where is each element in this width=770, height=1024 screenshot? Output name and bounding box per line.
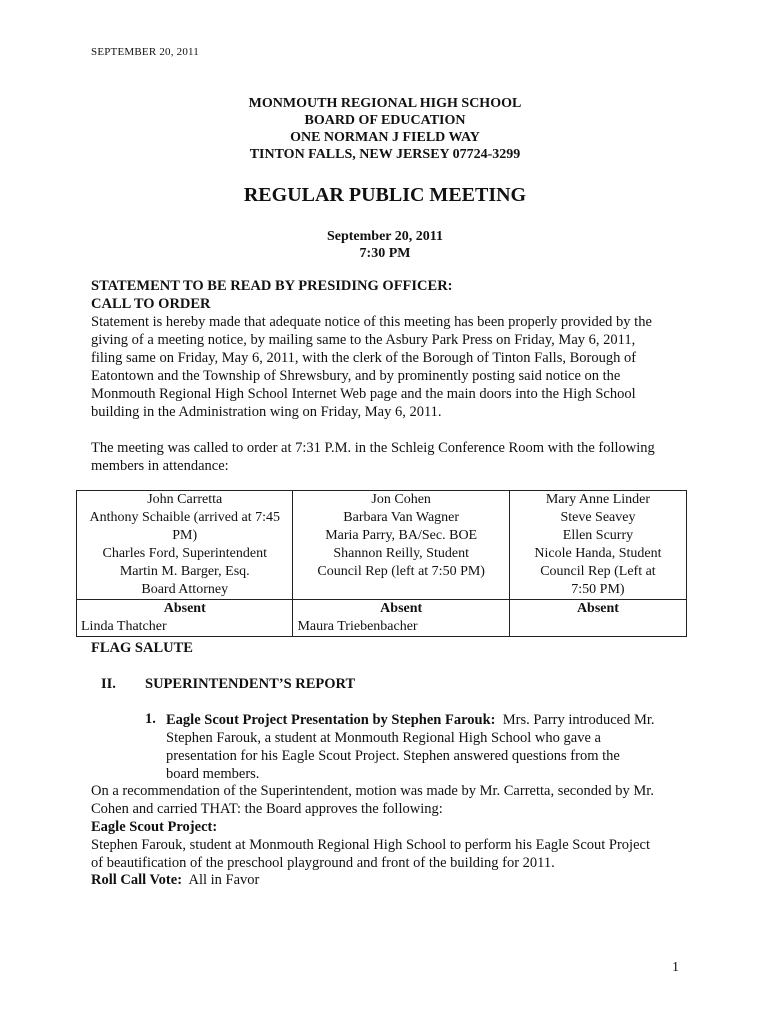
absent-member: Linda Thatcher	[77, 618, 293, 637]
section-number: II.	[101, 676, 116, 692]
absent-member	[509, 618, 686, 637]
member-name: Council Rep (Left at	[540, 564, 656, 579]
present-cell-col2	[293, 491, 509, 600]
statement-line: Monmouth Regional High School Internet Web page and the main doors into the High School	[91, 386, 636, 402]
item-first-line	[166, 711, 681, 729]
member-name: Ellen Scurry	[562, 528, 634, 543]
member-name: John Carretta	[147, 492, 223, 507]
present-cell-col3	[509, 491, 686, 600]
statement-line: filing same on Friday, May 6, 2011, with the clerk of the Borough of Tinton Falls, Borough of	[91, 350, 637, 366]
member-name: Shannon Reilly, Student	[333, 546, 469, 561]
statement-line: building in the Administration wing on Friday, May 6, 2011.	[91, 404, 442, 420]
city-address: TINTON FALLS, NEW JERSEY 07724-3299	[249, 147, 521, 162]
eagle-project-line: Stephen Farouk, student at Monmouth Regional High School to perform his Eagle Scout Project	[91, 837, 650, 853]
member-name: Steve Seavey	[560, 510, 636, 525]
statement-line: Statement is hereby made that adequate notice of this meeting has been properly provided by the	[91, 314, 652, 330]
eagle-project-line: of beautification of the preschool playground and front of the building for 2011.	[91, 855, 555, 871]
statement-heading-line1: STATEMENT TO BE READ BY PRESIDING OFFICER:	[91, 278, 453, 294]
attendance-intro	[91, 439, 686, 475]
school-address-block	[0, 95, 770, 163]
meeting-time: 7:30 PM	[359, 246, 411, 261]
eagle-project-text	[91, 836, 686, 872]
member-name: Council Rep (left at 7:50 PM)	[317, 564, 485, 579]
eagle-project-heading: Eagle Scout Project:	[91, 819, 218, 835]
absent-label: Absent	[77, 600, 293, 619]
board-name: BOARD OF EDUCATION	[304, 113, 466, 128]
attendance-table	[76, 490, 687, 637]
member-name: Anthony Schaible (arrived at 7:45 PM)	[89, 510, 280, 543]
meeting-title: REGULAR PUBLIC MEETING	[243, 184, 527, 206]
item-title: Eagle Scout Project Presentation by Stephen Farouk:	[166, 712, 496, 728]
item-line: presentation for his Eagle Scout Project. Stephen answered questions from the	[166, 748, 620, 764]
roll-call	[91, 872, 259, 889]
section-title: SUPERINTENDENT’S REPORT	[145, 676, 356, 692]
statement-heading-line2: CALL TO ORDER	[91, 296, 211, 312]
attendance-intro-line: members in attendance:	[91, 458, 229, 474]
meeting-date-time	[0, 228, 770, 262]
statement-line: giving of a meeting notice, by mailing same to the Asbury Park Press on Friday, May 6, 2011,	[91, 332, 636, 348]
street-address: ONE NORMAN J FIELD WAY	[290, 130, 480, 145]
item-line: Stephen Farouk, a student at Monmouth Regional High School who gave a	[166, 730, 601, 746]
item-line: board members.	[166, 766, 260, 782]
header-date: SEPTEMBER 20, 2011	[91, 46, 200, 58]
attendance-intro-line: The meeting was called to order at 7:31 P.M. in the Schleig Conference Room with the following	[91, 440, 655, 456]
member-name: Barbara Van Wagner	[343, 510, 460, 525]
motion-line: Cohen and carried THAT: the Board approves the following:	[91, 801, 443, 817]
school-name: MONMOUTH REGIONAL HIGH SCHOOL	[248, 96, 522, 111]
meeting-date: September 20, 2011	[326, 229, 443, 244]
flag-salute-heading: FLAG SALUTE	[91, 640, 193, 656]
absent-member: Maura Triebenbacher	[293, 618, 509, 637]
member-name: Nicole Handa, Student	[534, 546, 662, 561]
statement-paragraph	[91, 313, 686, 421]
member-name: Board Attorney	[141, 582, 229, 597]
page-number: 1	[672, 960, 679, 975]
motion-line: On a recommendation of the Superintendent, motion was made by Mr. Carretta, seconded by Mr.	[91, 783, 654, 799]
statement-heading	[91, 277, 691, 313]
table-row	[77, 600, 687, 619]
table-row	[77, 491, 687, 600]
absent-label: Absent	[293, 600, 509, 619]
roll-call-value: All in Favor	[182, 872, 260, 888]
absent-label: Absent	[509, 600, 686, 619]
motion-paragraph	[91, 782, 686, 818]
member-name: Jon Cohen	[371, 492, 431, 507]
member-name: Martin M. Barger, Esq.	[119, 564, 250, 579]
member-name: 7:50 PM)	[571, 582, 625, 597]
member-name: Maria Parry, BA/Sec. BOE	[325, 528, 478, 543]
member-name: Mary Anne Linder	[545, 492, 651, 507]
item-body	[166, 711, 681, 783]
statement-line: Eatontown and the Township of Shrewsbury, and by prominently posting said notice on the	[91, 368, 621, 384]
present-cell-col1	[77, 491, 293, 600]
table-row	[77, 618, 687, 637]
item-number: 1.	[145, 711, 156, 727]
member-name: Charles Ford, Superintendent	[102, 546, 267, 561]
roll-call-label: Roll Call Vote:	[91, 872, 183, 888]
item-first-line-text: Mrs. Parry introduced Mr.	[495, 712, 655, 728]
